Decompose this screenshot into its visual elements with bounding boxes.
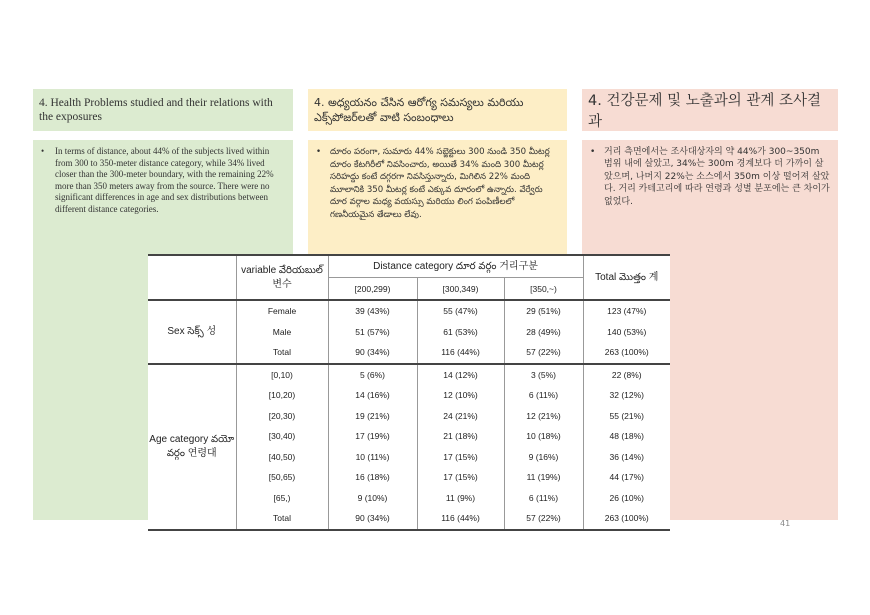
table-cell: 36 (14%)	[609, 451, 644, 462]
header-telugu	[308, 89, 567, 131]
table-cell: 17 (15%)	[417, 447, 504, 468]
table-cell: 14 (16%)	[328, 385, 417, 406]
sex-group-label: Sex సెక్స్ 성	[148, 300, 236, 364]
distance-col-header: [350,~)	[504, 278, 583, 301]
table-cell: 28 (49%)	[504, 322, 583, 343]
table-cell: 57 (22%)	[504, 342, 583, 364]
table-row	[148, 300, 670, 322]
table-cell: 14 (12%)	[417, 364, 504, 386]
distance-header: Distance category దూర వర్గం 거리구분	[328, 255, 583, 278]
table-cell: 11 (19%)	[504, 467, 583, 488]
table-cell: 263 (100%)	[604, 347, 649, 358]
row-label: Total	[236, 342, 328, 364]
row-label: [20,30)	[236, 406, 328, 427]
table-cell: 9 (10%)	[328, 488, 417, 509]
table-cell: 17 (15%)	[417, 467, 504, 488]
table-cell: 51 (57%)	[328, 322, 417, 343]
bullet-korean	[590, 146, 830, 208]
table-cell: 29 (51%)	[504, 300, 583, 322]
table-cell: 17 (19%)	[328, 426, 417, 447]
table-cell: 22 (8%)	[611, 369, 642, 380]
table-cell: 61 (53%)	[417, 322, 504, 343]
table-row	[148, 364, 670, 386]
table-cell: 10 (18%)	[504, 426, 583, 447]
table-cell: 55 (21%)	[609, 410, 644, 421]
bullet-dot-icon: •	[41, 146, 45, 156]
bullet-dot-icon: •	[590, 147, 596, 157]
distance-table	[148, 254, 670, 531]
body-korean-text: 거리 측면에서는 조사대상자의 약 44%가 300~350m 범위 내에 살았고, 34%는 300m 경계보다 더 가까이 살았으며, 나머지 22%는 소스에서 350m 이상 떨어져 살았다. 거리 카테고리에 따라 연령과 성별 분포에는 큰 차이가 없었다.	[604, 147, 830, 207]
table-cell: 6 (11%)	[504, 385, 583, 406]
row-label: [0,10)	[236, 364, 328, 386]
body-english-text: In terms of distance, about 44% of the subjects lived within from 300 to 350-meter distance category, while 34% lived closer than the 300-meter boundary, with the remaining 22% more than 350 meters away from the source. There were no significant differences in age and sex distributions between different distance categories.	[55, 146, 274, 214]
row-label: [50,65)	[236, 467, 328, 488]
distance-col-header: [200,299)	[328, 278, 417, 301]
table-cell: 263 (100%)	[604, 513, 649, 524]
table-cell: 19 (21%)	[328, 406, 417, 427]
table-cell: 12 (21%)	[504, 406, 583, 427]
variable-header: variable వేరియబుల్ 변수	[236, 255, 328, 300]
age-group-label: Age category వయో వర్గం 연령대	[148, 364, 236, 530]
header-english-text: 4. Health Problems studied and their relations with the exposures	[39, 97, 273, 123]
table-cell: 39 (43%)	[328, 300, 417, 322]
table-cell: 12 (10%)	[417, 385, 504, 406]
row-label: Male	[236, 322, 328, 343]
table-cell: 32 (12%)	[609, 390, 644, 401]
header-english	[33, 89, 293, 131]
table-cell: 9 (16%)	[504, 447, 583, 468]
body-telugu-text: దూరం పరంగా, సుమారు 44% సబ్జెక్టులు 300 నుండి 350 మీటర్ల దూరం కేటగిరీలో నివసించారు, అయితే 34% మంది 300 మీటర్ల సరిహద్దు కంటే దగ్గరగా నివసిస్తున్నారు, మిగిలిన 22% మంది మూలానికి 350 మీటర్ల కంటే ఎక్కువ దూరంలో ఉన్నారు. వేర్వేరు దూర వర్గాల మధ్య వయస్సు మరియు లింగ పంపిణీలలో గణనీయమైన తేడాలు లేవు.	[330, 147, 550, 220]
table-cell: 26 (10%)	[609, 492, 644, 503]
table-cell: 123 (47%)	[607, 306, 647, 317]
table-cell: 57 (22%)	[504, 508, 583, 530]
bullet-telugu	[316, 146, 559, 222]
row-label: [65,)	[236, 488, 328, 509]
table-cell: 3 (5%)	[504, 364, 583, 386]
table-cell: 44 (17%)	[609, 472, 644, 483]
header-telugu-text: 4. అధ్యయనం చేసిన ఆరోగ్య సమస్యలు మరియు ఎక్స్‌పోజర్‌లతో వాటి సంబంధాలు	[314, 96, 524, 124]
table-cell: 24 (21%)	[417, 406, 504, 427]
bullet-english	[41, 146, 285, 215]
table-cell: 116 (44%)	[417, 342, 504, 364]
table-cell: 90 (34%)	[328, 342, 417, 364]
row-label: Total	[236, 508, 328, 530]
table-cell: 5 (6%)	[328, 364, 417, 386]
table-cell: 90 (34%)	[328, 508, 417, 530]
table-cell: 10 (11%)	[328, 447, 417, 468]
table-cell: 16 (18%)	[328, 467, 417, 488]
row-label: Female	[236, 300, 328, 322]
table-cell: 48 (18%)	[609, 431, 644, 442]
header-korean	[582, 89, 838, 131]
table-cell: 140 (53%)	[607, 326, 647, 337]
table-cell: 55 (47%)	[417, 300, 504, 322]
row-label: [10,20)	[236, 385, 328, 406]
row-label: [40,50)	[236, 447, 328, 468]
distance-col-header: [300,349)	[417, 278, 504, 301]
table-cell: 6 (11%)	[504, 488, 583, 509]
header-korean-text: 4. 건강문제 및 노출과의 관계 조사결과	[588, 93, 821, 130]
page-number: 41	[780, 519, 791, 528]
table-cell: 11 (9%)	[417, 488, 504, 509]
total-header: Total మొత్తం 계	[583, 255, 670, 300]
table-cell: 21 (18%)	[417, 426, 504, 447]
bullet-dot-icon: •	[316, 147, 322, 157]
table-cell: 116 (44%)	[417, 508, 504, 530]
row-label: [30,40)	[236, 426, 328, 447]
